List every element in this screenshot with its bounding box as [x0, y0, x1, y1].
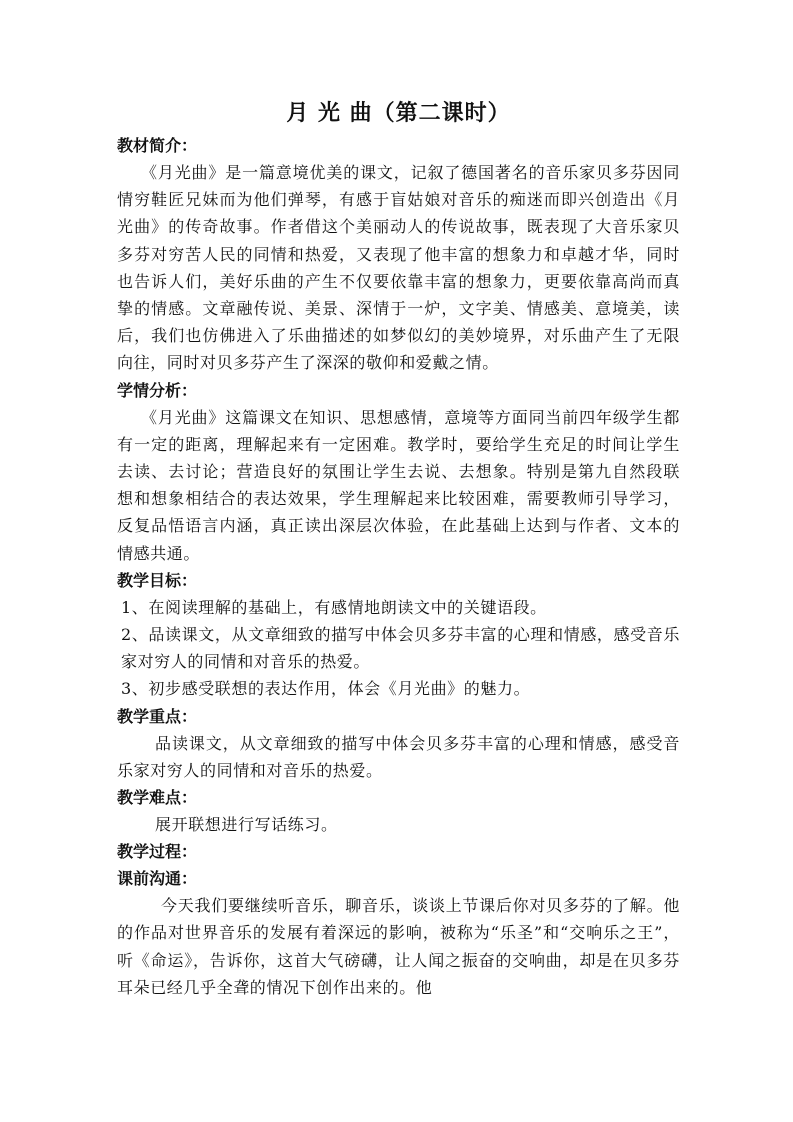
section-heading-key-points: 教学重点：	[117, 706, 198, 726]
section-heading-process: 教学过程：	[117, 842, 198, 862]
goal-item: 3、初步感受联想的表达作用，体会《月光曲》的魅力。	[121, 679, 531, 699]
section-text-intro: 《月光曲》是一篇意境优美的课文，记叙了德国著名的音乐家贝多芬因同情穷鞋匠兄妹而为他们弹琴，有感于盲姑娘对音乐的痴迷而即兴创造出《月光曲》的传奇故事。作者借这个美丽动人的传说故事，既表现了大音乐家贝多芬对穷苦人民的同情和热爱，又表现了他丰富的想象力和卓越才华，同时也告诉人们，美好乐曲的产生不仅要依靠丰富的想象力，更要依靠高尚而真挚的情感。文章融传说、美景、深情于一炉，文字美、情感美、意境美，读后，我们也仿佛进入了乐曲描述的如梦似幻的美妙境界，对乐曲产生了无限向往，同时对贝多芬产生了深深的敬仰和爱戴之情。	[117, 163, 680, 373]
goal-item: 2、品读课文，从文章细致的描写中体会贝多芬丰富的心理和情感，感受音乐家对穷人的同情和对音乐的热爱。	[121, 625, 680, 672]
section-text-warmup: 今天我们要继续听音乐，聊音乐，谈谈上节课后你对贝多芬的了解。他的作品对世界音乐的发展有着深远的影响，被称为“乐圣”和“交响乐之王”，听《命运》，告诉你，这首大气磅礴，让人闻之振奋的交响曲，却是在贝多芬耳朵已经几乎全聋的情况下创作出来的。他	[117, 896, 680, 997]
section-heading-difficulties: 教学难点：	[117, 788, 198, 808]
section-heading-intro: 教材简介：	[117, 136, 198, 155]
section-text-key-points: 品读课文，从文章细致的描写中体会贝多芬丰富的心理和情感，感受音乐家对穷人的同情和对音乐的热爱。	[117, 733, 680, 780]
section-heading-warmup: 课前沟通：	[117, 869, 198, 889]
goal-item: 1、在阅读理解的基础上，有感情地朗读文中的关键语段。	[121, 597, 547, 617]
section-text-analysis: 《月光曲》这篇课文在知识、思想感情，意境等方面同当前四年级学生都有一定的距离，理解起来有一定困难。教学时，要给学生充足的时间让学生去读、去讨论；营造良好的氛围让学生去说、去想象。特别是第九自然段联想和想象相结合的表达效果，学生理解起来比较困难，需要教师引导学习，反复品悟语言内涵，真正读出深层次体验，在此基础上达到与作者、文本的情感共通。	[117, 407, 680, 563]
document-title: 月 光 曲（第二课时）	[286, 100, 511, 126]
section-text-difficulties: 展开联想进行写话练习。	[155, 815, 338, 835]
section-heading-goals: 教学目标：	[117, 570, 198, 590]
document-content	[117, 96, 680, 1001]
section-heading-analysis: 学情分析：	[117, 380, 198, 400]
